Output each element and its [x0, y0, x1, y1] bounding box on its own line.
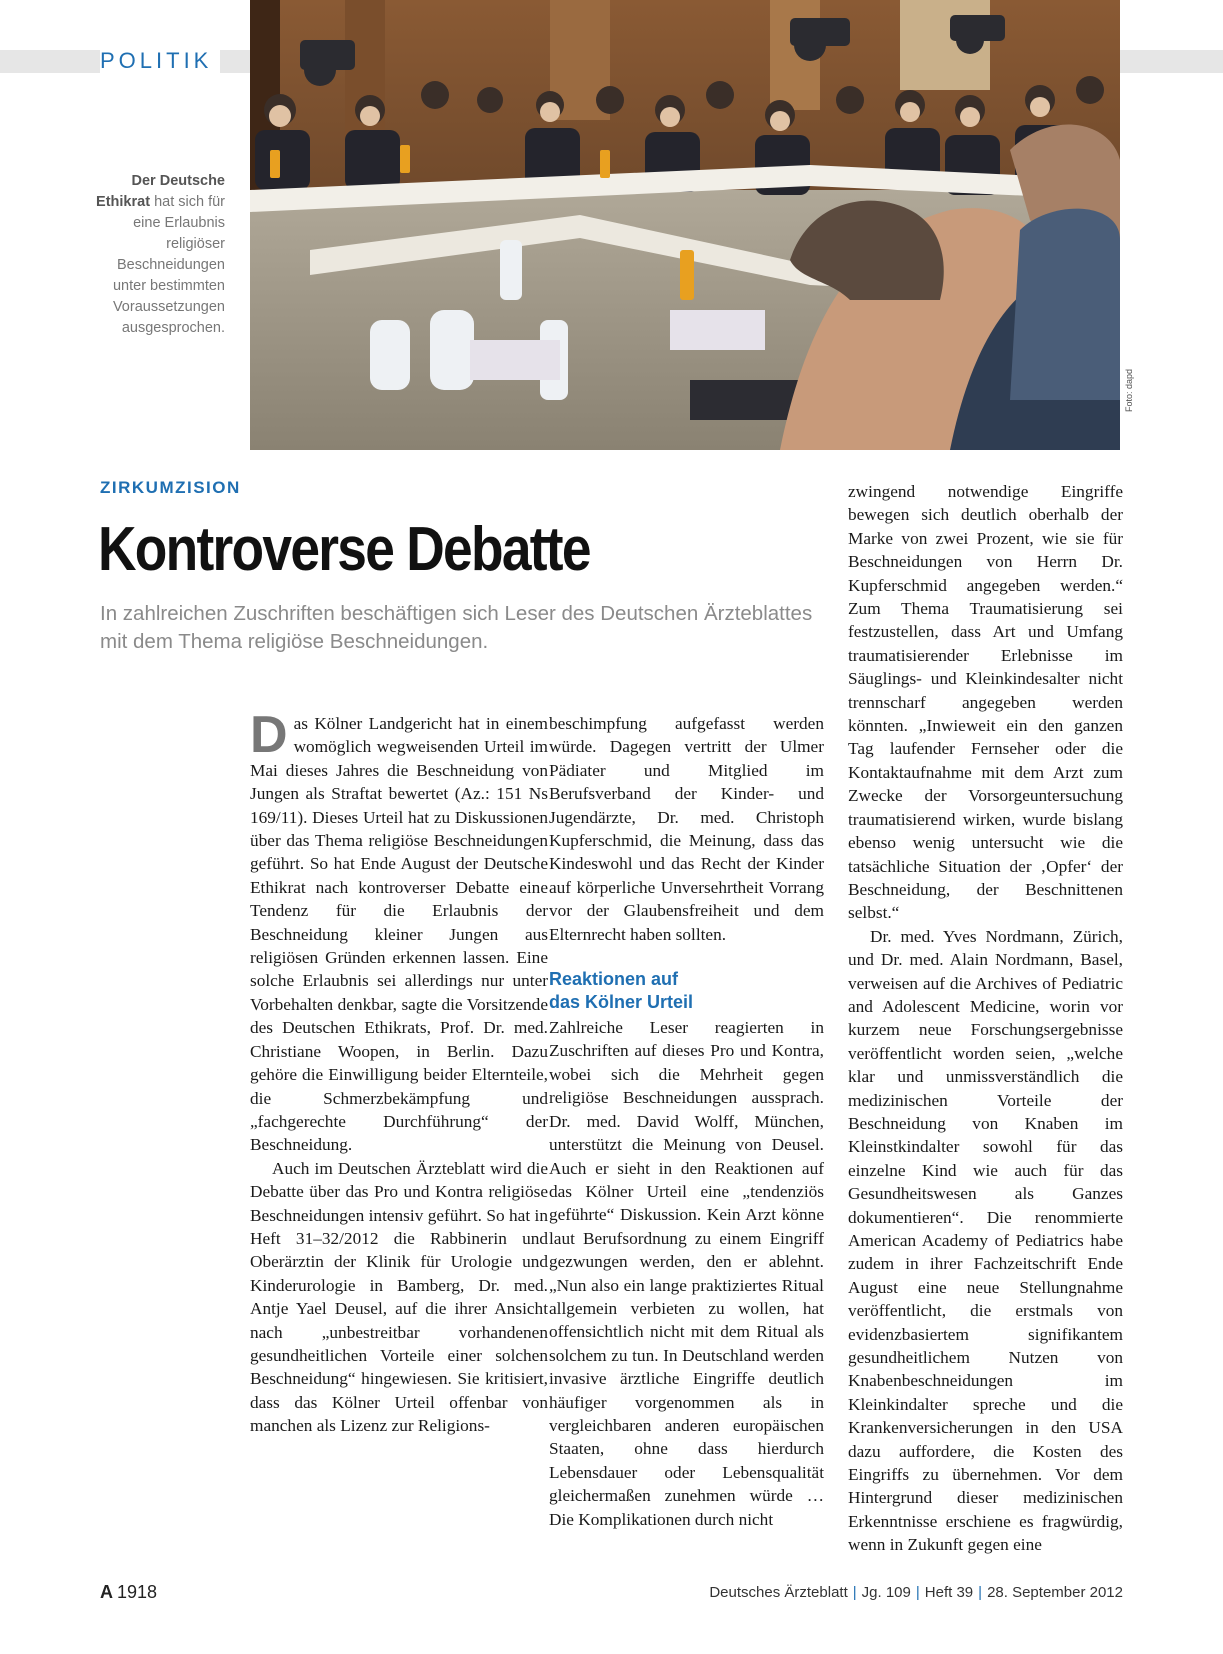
section-label: POLITIK — [100, 48, 220, 74]
article-paragraph: Auch im Deutschen Ärzteblatt wird die Debatte über das Pro und Kontra religiöse Beschneidungen intensiv geführt. So hat in Heft 31–32/2012 die Rabbinerin und Oberärztin der Klinik für Urologie und Kinderurologie in Bamberg, Dr. med. Antje Yael Deusel, auf die ihrer Ansicht nach „unbestreitbar vorhandenen gesundheitlichen Vorteile einer solchen Beschneidung“ hingewiesen. Sie kritisiert, dass das Kölner Urteil offenbar von manchen als Lizenz zur Religions- — [250, 1158, 548, 1436]
footer-meta — [709, 1584, 1123, 1601]
issue: Heft 39 — [924, 1584, 974, 1601]
photo-caption — [95, 171, 225, 339]
article-kicker: ZIRKUMZISION — [100, 478, 241, 497]
article-paragraph: zwingend notwendige Eingriffe bewegen sich deutlich oberhalb der Marke von zwei Prozent, wie sie für Beschneidungen von Herrn Dr. Kupferschmid angegeben werden.“ Zum Thema Traumatisierung sei festzustellen, dass Art und Umfang traumatisierender Erlebnisse im Säuglings- und Kleinkindesalter nicht trennscharf angegeben werden könnten. „Inwieweit ein den ganzen Tag laufender Fernseher oder die Kontaktaufnahme mit dem Arzt zum Zwecke der Vorsorgeuntersuchung traumatisierend wirken, wurde bislang ebenso wenig untersucht wie die tatsächliche Situation der ‚Opfer‘ der Beschneidung, der Beschnittenen selbst.“ — [848, 482, 1123, 923]
paragraph-text: as Kölner Landgericht hat in einem womöglich wegweisenden Urteil im Mai dieses Jahres die Beschneidung von Jungen als Straftat bewertet (Az.: 151 Ns 169/11). Dieses Urteil hat zu Diskussionen über das Thema religiöse Beschneidungen geführt. So hat Ende August der Deutsche Ethikrat nach kontroverser Debatte eine Tendenz für die Erlaubnis der Beschneidung kleiner Jungen aus religiösen Gründen erkennen lassen. Eine solche Erlaubnis sei allerdings nur unter Vorbehalten denkbar, sagte die Vorsitzende des Deutschen Ethikrats, Prof. Dr. med. Christiane Woopen, in Berlin. Dazu gehöre die Einwilligung beider Elternteile, die Schmerzbekämpfung und „fachgerechte Durchführung“ der Beschneidung. — [250, 714, 548, 1155]
caption-text: hat sich für eine Erlaubnis religiöser Beschneidungen unter bestimmten Voraussetzungen ausgesprochen. — [112, 194, 225, 336]
issue-date: 28. September 2012 — [987, 1584, 1123, 1601]
separator: | — [852, 1584, 857, 1601]
article-column-2 — [549, 712, 824, 1531]
article-column-3 — [848, 480, 1123, 1557]
volume: Jg. 109 — [861, 1584, 911, 1601]
article-deck: In zahlreichen Zuschriften beschäftigen sich Leser des Deutschen Ärzteblattes mit dem Thema religiöse Beschneidungen. — [100, 602, 813, 653]
page-number-value: 1918 — [117, 1582, 158, 1602]
page-number — [100, 1582, 157, 1603]
caption-bold: Der Deutsche Ethikrat — [96, 173, 225, 210]
subheading-line-1: Reaktionen auf — [549, 969, 679, 990]
article-headline: Kontroverse Debatte — [98, 515, 590, 584]
separator: | — [978, 1584, 983, 1601]
ethikrat-meeting-photo — [250, 0, 1120, 450]
photo-illustration — [250, 0, 1120, 450]
article-paragraph — [250, 706, 548, 1157]
subheading — [549, 968, 824, 1014]
separator: | — [915, 1584, 920, 1601]
article-column-1 — [250, 706, 548, 1438]
journal-name: Deutsches Ärzteblatt — [709, 1584, 848, 1601]
photo-credit: Foto: dapd — [1124, 368, 1134, 412]
article-paragraph: Zahlreiche Leser reagierten in Zuschriften auf dieses Pro und Kontra, wobei sich die Mehrheit gegen religiöse Beschneidungen aussprach. Dr. med. David Wolff, München, unterstützt die Meinung von Deusel. Auch er sieht in den Reaktionen auf das Kölner Urteil eine „tendenziös geführte“ Diskussion. Kein Arzt könne laut Berufsordnung zu einem Eingriff gezwungen werden, den er ablehnt. „Nun also ein lange praktiziertes Ritual allgemein verbieten zu wollen, hat offensichtlich nicht mit dem Ritual als solchem zu tun. In Deutschland werden invasive ärztliche Eingriffe deutlich häufiger vorgenommen als in vergleichbaren anderen europäischen Staaten, ohne dass hierdurch Lebensdauer oder Lebensqualität gleichermaßen zunehmen würde … Die Komplikationen durch nicht — [549, 1018, 824, 1529]
subheading-line-2: das Kölner Urteil — [549, 992, 694, 1013]
page-prefix: A — [100, 1582, 113, 1602]
article-paragraph: Dr. med. Yves Nordmann, Zürich, und Dr. med. Alain Nordmann, Basel, verweisen auf die Archives of Pediatric and Adolescent Medicine, worin vor kurzem neue Forschungsergebnisse veröffentlicht worden seien, „welche klar und unmissverständlich die medizinischen Vorteile der Beschneidung von Knaben im Kleinstkindalter sowohl für das einzelne Kind wie auch für das Gesundheitswesen als Ganzes dokumentieren“. Die renommierte American Academy of Pediatrics habe zudem in ihrer Fachzeitschrift Ende August eine neue Stellungnahme veröffentlicht, die erstmals von evidenzbasiertem signifikantem gesundheitlichem Nutzen von Knabenbeschneidungen im Kleinkindalter spreche und die Krankenversicherungen in den USA dazu auffordere, die Kosten des Eingriffs zu übernehmen. Vor dem Hintergrund dieser medizinischen Erkenntnisse erschiene es fragwürdig, wenn in Zukunft gegen eine — [848, 926, 1123, 1555]
article-paragraph: beschimpfung aufgefasst werden würde. Dagegen vertritt der Ulmer Pädiater und Mitglied im Berufsverband der Kinder- und Jugendärzte, Dr. med. Christoph Kupferschmid, die Meinung, dass das Kindeswohl und das Recht der Kinder auf körperliche Unversehrtheit Vorrang vor der Glaubensfreiheit und dem Elternrecht haben sollten. — [549, 714, 824, 944]
dropcap: D — [250, 706, 288, 764]
